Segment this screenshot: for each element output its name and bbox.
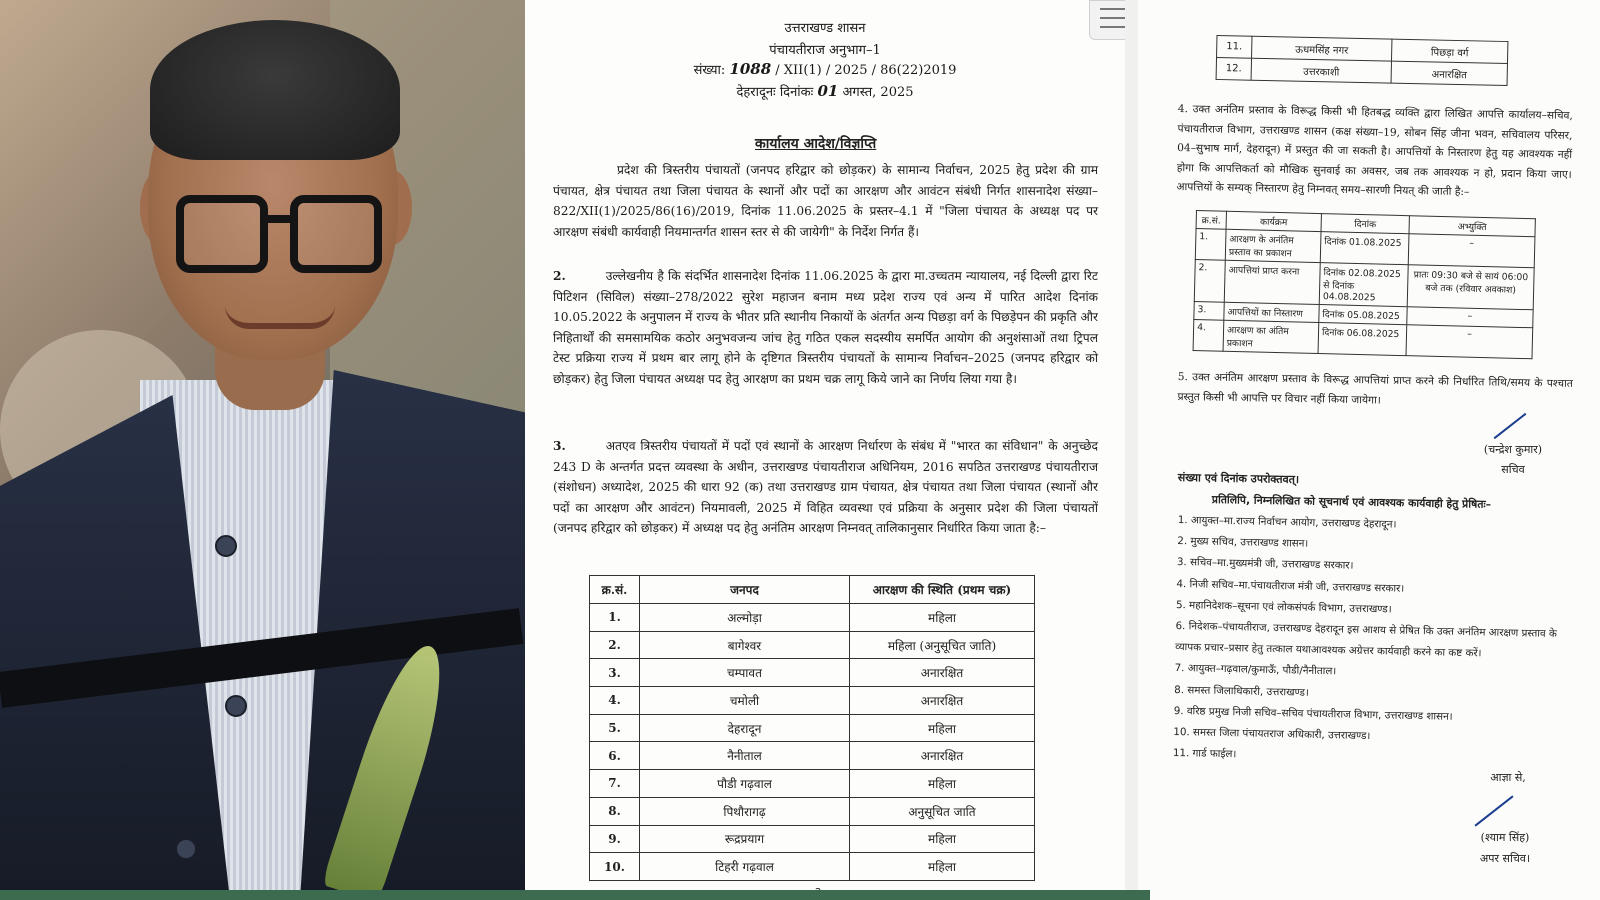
sched-col-program: कार्यक्रम	[1226, 211, 1321, 231]
row-reservation: अनारक्षित	[850, 687, 1035, 715]
photo-glasses-right-lens	[290, 195, 382, 273]
row-reservation: महिला	[850, 714, 1035, 742]
copy-heading: संख्या एवं दिनांक उपरोक्तवत्।	[1177, 470, 1300, 487]
row-district: चमोली	[640, 687, 850, 715]
sched-serial: 2.	[1194, 259, 1225, 302]
list-item: 8. समस्त जिलाधिकारी, उत्तराखण्ड।	[1174, 683, 1310, 699]
list-item: 5. महानिदेशक–सूचना एवं लोकसंपर्क विभाग, उत्तराखण्ड।	[1175, 598, 1392, 616]
row-serial: 12.	[1216, 57, 1251, 80]
signer-2-name: (श्याम सिंह)	[1480, 831, 1530, 844]
table-row	[590, 714, 1035, 742]
table-row	[590, 604, 1035, 632]
paragraph-4: 4. उक्त अनंतिम प्रस्ताव के विरूद्ध किसी भी हितबद्ध व्यक्ति द्वारा लिखित आपत्ति कार्यालय–सचिव, पंचायतीराज विभाग, उत्तराखण्ड शासन (कक्ष संख्या–19, सोबन सिंह जीना भवन, सचिवालय परिसर, 04–सुभाष मार्ग, देहरादून) में प्रस्तुत की जा सकती है। आपत्तियों के निस्तारण हेतु यह आवश्यक नहीं होगा कि आपत्तिकर्ता को मौखिक सुनवाई का अवसर, जब तक आवश्यक न हो, प्रदान किया जाए। आपत्तियों के सम्यक् निस्तारण हेतु निम्नवत् समय–सारणी नियत् की जाती है:–	[1176, 102, 1573, 199]
paragraph-2	[553, 266, 1098, 390]
reservation-table	[589, 575, 1035, 881]
row-reservation: महिला	[850, 770, 1035, 798]
row-reservation: अनारक्षित	[1391, 61, 1507, 85]
sched-serial: 4.	[1193, 319, 1224, 351]
table-row	[590, 687, 1035, 715]
page-divider	[1125, 0, 1138, 900]
col-reservation-header: आरक्षण की स्थिति (प्रथम चक्र)	[850, 576, 1035, 604]
table-row	[590, 825, 1035, 853]
table-row	[1216, 57, 1507, 85]
row-serial: 9.	[590, 825, 640, 853]
row-district: नैनीताल	[640, 742, 850, 770]
row-serial: 4.	[590, 687, 640, 715]
paragraph-3-text: अतएव त्रिस्तरीय पंचायतों में पदों एवं स्थानों के आरक्षण निर्धारण के संबंध में "भारत का संविधान" के अनुच्छेद 243 D के अन्तर्गत प्रदत्त व्यवस्था के अधीन, उत्तराखण्ड पंचायतीराज अधिनियम, 2016 सपठित उत्तराखण्ड पंचायतीराज (संशोधन) अध्यादेश, 2025 की धारा 92 (क) तथा उत्तराखण्ड ग्राम पंचायत, क्षेत्र पंचायत तथा जिला पंचायत (स्थानों और पदों का आरक्षण और आवंटन) नियमावली, 2025 में विहित व्यवस्था एवं प्रक्रिया के अनुसार प्रदेश की जिला पंचायतों (जनपद हरिद्वार को छोड़कर) में अध्यक्ष पद हेतु अनंतिम आरक्षण निम्नवत् तालिकानुसार निर्धारित किया जाता है:–	[553, 439, 1098, 536]
sched-remarks: –	[1408, 234, 1535, 268]
row-serial: 10.	[590, 853, 640, 881]
reservation-table-header	[590, 576, 1035, 604]
row-reservation: पिछड़ा वर्ग	[1391, 39, 1507, 63]
row-serial: 1.	[590, 604, 640, 632]
col-serial-header: क्र.सं.	[590, 576, 640, 604]
table-row	[590, 659, 1035, 687]
row-reservation: महिला	[850, 604, 1035, 632]
photo-smile	[225, 305, 335, 329]
header-government: उत्तराखण्ड शासन	[784, 21, 866, 36]
order-text: आज्ञा से,	[1490, 771, 1526, 784]
sched-date: दिनांक 01.08.2025	[1320, 232, 1409, 265]
date-prefix: देहरादूनः दिनांकः	[736, 85, 814, 100]
photo-vest-button	[175, 838, 197, 860]
row-serial: 8.	[590, 797, 640, 825]
signature-1-mark	[1494, 413, 1527, 439]
list-item: 3. सचिव–मा.मुख्यमंत्री जी, उत्तराखण्ड सरकार।	[1176, 556, 1354, 573]
row-district: चम्पावत	[640, 659, 850, 687]
row-reservation: महिला	[850, 853, 1035, 881]
sched-col-remarks: अभ्युक्ति	[1409, 216, 1535, 237]
signer-1-name: (चन्द्रेश कुमार)	[1483, 443, 1543, 456]
header-reference	[525, 60, 1125, 78]
copy-intro: प्रतिलिपि, निम्नलिखित को सूचनार्थ एवं आवश्यक कार्यवाही हेतु प्रेषितः–	[1211, 492, 1492, 511]
table-row	[590, 770, 1035, 798]
row-district: देहरादून	[640, 714, 850, 742]
paragraph-3-number: 3.	[553, 439, 566, 453]
date-suffix: अगस्त, 2025	[842, 85, 914, 100]
row-reservation: अनारक्षित	[850, 742, 1035, 770]
list-item: 2. मुख्य सचिव, उत्तराखण्ड शासन।	[1177, 535, 1309, 550]
row-district: पिथौरागढ़	[640, 797, 850, 825]
row-reservation: अनुसूचित जाति	[850, 797, 1035, 825]
header-section: पंचायतीराज अनुभाग–1	[769, 43, 881, 58]
table-row	[590, 631, 1035, 659]
sched-serial: 3.	[1194, 301, 1224, 320]
row-district: उत्तरकाशी	[1251, 58, 1391, 83]
continued-reservation-table	[1216, 35, 1509, 86]
signature-2-mark	[1474, 795, 1513, 826]
sched-date: दिनांक 06.08.2025	[1318, 323, 1407, 356]
ref-prefix: संख्या:	[693, 63, 726, 78]
row-district: ऊधमसिंह नगर	[1252, 36, 1392, 61]
list-item: 7. आयुक्त–गढ़वाल/कुमाऊँ, पौडी/नैनीताल।	[1174, 662, 1337, 678]
row-district: रूद्रप्रयाग	[640, 825, 850, 853]
sched-program: आरक्षण का अंतिम प्रकाशन	[1223, 320, 1319, 353]
signer-1-title: सचिव	[1501, 463, 1525, 476]
reservation-table-body	[590, 604, 1035, 881]
date-handwritten-day: 01	[817, 82, 839, 100]
continued-reservation-body	[1216, 35, 1508, 85]
official-portrait-photo	[0, 0, 525, 900]
sched-remarks: –	[1407, 307, 1533, 328]
order-page-1	[525, 0, 1125, 900]
photo-glasses-left-lens	[176, 195, 268, 273]
order-title: कार्यालय आदेश/विज्ञप्ति	[755, 136, 877, 152]
schedule-body	[1193, 229, 1535, 359]
sched-program: आरक्षण के अनंतिम प्रस्ताव का प्रकाशन	[1225, 229, 1321, 262]
row-reservation: अनारक्षित	[850, 659, 1035, 687]
bottom-strip	[0, 890, 1150, 900]
schedule-table	[1193, 210, 1536, 359]
ref-suffix: / XII(1) / 2025 / 86(22)2019	[775, 63, 957, 78]
row-district: बागेश्वर	[640, 631, 850, 659]
row-reservation: महिला	[850, 825, 1035, 853]
photo-vest-button	[215, 535, 237, 557]
row-serial: 6.	[590, 742, 640, 770]
paragraph-3	[553, 436, 1098, 539]
row-serial: 3.	[590, 659, 640, 687]
sched-date: दिनांक 02.08.2025 से दिनांक 04.08.2025	[1319, 263, 1408, 307]
row-serial: 11.	[1217, 35, 1252, 58]
ref-handwritten-number: 1088	[729, 60, 772, 78]
header-date	[525, 82, 1125, 100]
paragraph-5: 5. उक्त अनंतिम आरक्षण प्रस्ताव के विरूद्ध आपत्तियां प्राप्त करने की निर्धारित तिथि/समय के पश्चात प्रस्तुत किसी भी आपत्ति पर विचार नहीं किया जायेगा।	[1177, 370, 1573, 407]
table-row	[590, 853, 1035, 881]
table-row	[590, 797, 1035, 825]
list-item: 9. वरिष्ठ प्रमुख निजी सचिव–सचिव पंचायतीराज विभाग, उत्तराखण्ड शासन।	[1173, 704, 1453, 723]
signer-2-title: अपर सचिव।	[1479, 852, 1531, 865]
sched-date: दिनांक 05.08.2025	[1319, 305, 1407, 325]
sched-remarks: –	[1406, 325, 1533, 359]
paragraph-1: प्रदेश की त्रिस्तरीय पंचायतों (जनपद हरिद्वार को छोड़कर) के सामान्य निर्वाचन, 2025 हेतु प्रदेश की ग्राम पंचायत, क्षेत्र पंचायत तथा जिला पंचायत के स्थानों और पदों का आरक्षण और आवंटन संबंधी निर्गत शासनादेश संख्या–822/XII(1)/2025/86(16)/2019, दिनांक 11.06.2025 के प्रस्तर–4.1 में "जिला पंचायत के अध्यक्ष पद पर आरक्षण संबंधी कार्यवाही नियमान्तर्गत शासन स्तर से की जायेगी" के निर्देश निर्गत हैं।	[553, 163, 1098, 239]
row-district: पौडी गढ़वाल	[640, 770, 850, 798]
row-serial: 7.	[590, 770, 640, 798]
row-district: अल्मोड़ा	[640, 604, 850, 632]
sched-col-serial: क्र.सं.	[1196, 211, 1226, 230]
sched-serial: 1.	[1195, 229, 1226, 261]
paragraph-2-text: उल्लेखनीय है कि संदर्भित शासनादेश दिनांक 11.06.2025 के द्वारा मा.उच्चतम न्यायालय, नई दिल्ली द्वारा रिट पिटिशन (सिविल) संख्या–278/2022 सुरेश महाजन बनाम मध्य प्रदेश राज्य एवं अन्य में पारित आदेश दिनांक 10.05.2022 के अनुपालन में राज्य के भीतर प्रति स्थानीय निकायों के अंतर्गत अन्य पिछड़ा वर्ग के पिछड़ेपन की प्रकृति और निहितार्थों की समसामयिक कठोर अनुभवजन्य जांच हेतु गठित एकल सदस्यीय समर्पित आयोग की अनुशंसाओं तथा ट्रिपल टेस्ट प्रक्रिया राज्य में प्रथम बार लागू होने के दृष्टिगत त्रिस्तरीय पंचायतों के सामान्य निर्वाचन–2025 (जनपद हरिद्वार को छोड़कर) हेतु जिला पंचायत अध्यक्ष पद हेतु आरक्षण का प्रथम चक्र लागू किये जाने का निर्णय लिया गया है।	[553, 269, 1098, 386]
list-item: 11. गार्ड फाईल।	[1172, 747, 1237, 761]
row-serial: 2.	[590, 631, 640, 659]
photo-vest-button	[225, 695, 247, 717]
row-serial: 5.	[590, 714, 640, 742]
list-item: 6. निदेशक–पंचायतीराज, उत्तराखण्ड देहरादून इस आशय से प्रेषित कि उक्त अनंतिम आरक्षण प्रस्ताव के व्यापक प्रचार–प्रसार हेतु तत्काल यथाआवश्यक अग्रेत्तर कार्यवाही करने का कष्ट करें।	[1175, 619, 1558, 660]
photo-glasses-bridge	[268, 215, 290, 223]
row-reservation: महिला (अनुसूचित जाति)	[850, 631, 1035, 659]
paragraph-2-number: 2.	[553, 269, 566, 283]
table-row	[590, 742, 1035, 770]
sched-col-date: दिनांक	[1321, 214, 1409, 234]
order-page-2	[1138, 0, 1600, 900]
sched-program: आपत्तियों का निस्तारण	[1224, 302, 1319, 322]
copy-recipient-list	[1173, 510, 1578, 773]
list-item: 1. आयुक्त–मा.राज्य निर्वाचन आयोग, उत्तराखण्ड देहरादून।	[1177, 513, 1397, 531]
sched-program: आपत्तियां प्राप्त करना	[1224, 260, 1320, 304]
list-item: 4. निजी सचिव–मा.पंचायतीराज मंत्री जी, उत्तराखण्ड सरकार।	[1176, 577, 1405, 595]
sched-remarks: प्रातः 09:30 बजे से सायं 06:00 बजे तक (रविवार अवकाश)	[1407, 265, 1534, 310]
row-district: टिहरी गढ़वाल	[640, 853, 850, 881]
photo-hair	[150, 20, 400, 160]
col-district-header: जनपद	[640, 576, 850, 604]
list-item: 10. समस्त जिला पंचायतराज अधिकारी, उत्तराखण्ड।	[1173, 725, 1371, 743]
